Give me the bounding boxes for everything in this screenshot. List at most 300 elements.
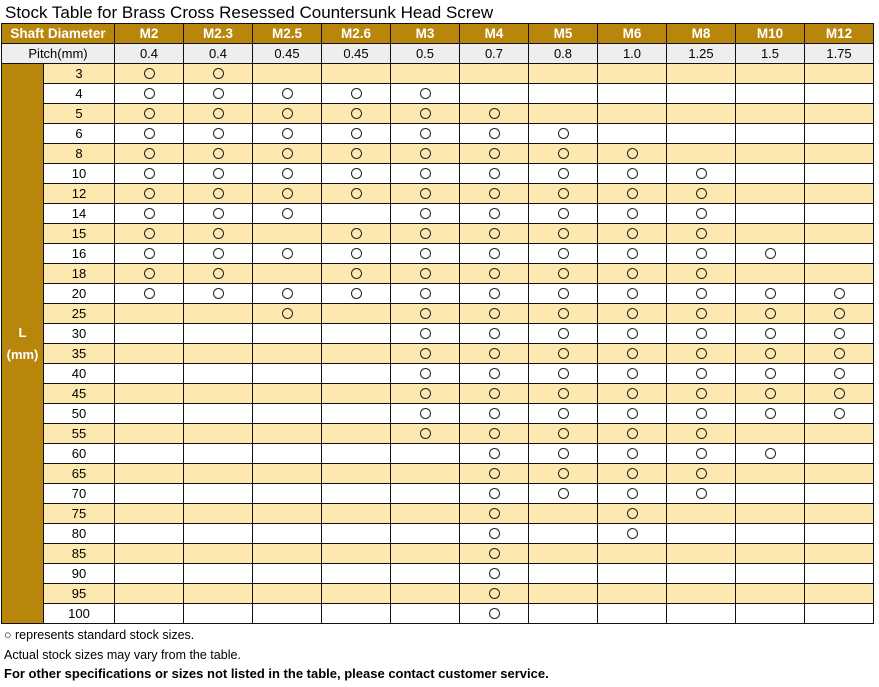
stock-circle-icon <box>834 328 845 339</box>
stock-cell <box>460 424 529 444</box>
stock-circle-icon <box>144 108 155 119</box>
stock-cell <box>529 384 598 404</box>
pitch-value: 0.4 <box>184 44 253 64</box>
stock-cell <box>529 124 598 144</box>
stock-circle-icon <box>351 148 362 159</box>
stock-cell <box>667 344 736 364</box>
stock-cell <box>460 324 529 344</box>
stock-circle-icon <box>627 388 638 399</box>
stock-cell <box>184 184 253 204</box>
stock-cell <box>184 304 253 324</box>
diameter-header: M2 <box>115 24 184 44</box>
stock-cell <box>253 244 322 264</box>
stock-cell <box>667 524 736 544</box>
stock-cell <box>115 524 184 544</box>
stock-cell <box>598 384 667 404</box>
stock-cell <box>391 404 460 424</box>
stock-cell <box>253 484 322 504</box>
stock-cell <box>598 544 667 564</box>
stock-cell <box>736 584 805 604</box>
stock-cell <box>460 364 529 384</box>
stock-cell <box>805 384 874 404</box>
stock-cell <box>805 124 874 144</box>
stock-cell <box>805 504 874 524</box>
stock-cell <box>667 304 736 324</box>
stock-circle-icon <box>351 248 362 259</box>
stock-cell <box>184 404 253 424</box>
stock-circle-icon <box>351 188 362 199</box>
stock-cell <box>322 204 391 224</box>
stock-circle-icon <box>420 88 431 99</box>
stock-cell <box>667 484 736 504</box>
stock-cell <box>667 384 736 404</box>
stock-cell <box>115 284 184 304</box>
stock-cell <box>736 604 805 624</box>
stock-cell <box>460 524 529 544</box>
stock-cell <box>598 564 667 584</box>
stock-cell <box>529 344 598 364</box>
stock-cell <box>598 304 667 324</box>
stock-circle-icon <box>144 268 155 279</box>
pitch-row <box>2 44 874 64</box>
stock-cell <box>805 604 874 624</box>
stock-cell <box>736 164 805 184</box>
stock-cell <box>391 464 460 484</box>
stock-cell <box>253 544 322 564</box>
stock-cell <box>184 164 253 184</box>
stock-cell <box>253 384 322 404</box>
stock-cell <box>184 204 253 224</box>
stock-cell <box>115 304 184 324</box>
stock-cell <box>460 144 529 164</box>
length-value: 85 <box>44 544 115 564</box>
stock-circle-icon <box>144 288 155 299</box>
length-value: 30 <box>44 324 115 344</box>
stock-cell <box>598 404 667 424</box>
stock-cell <box>598 64 667 84</box>
stock-cell <box>391 164 460 184</box>
stock-circle-icon <box>834 288 845 299</box>
stock-circle-icon <box>765 408 776 419</box>
stock-cell <box>115 104 184 124</box>
stock-circle-icon <box>213 68 224 79</box>
stock-cell <box>667 504 736 524</box>
stock-cell <box>460 184 529 204</box>
diameter-header: M12 <box>805 24 874 44</box>
stock-cell <box>322 564 391 584</box>
stock-circle-icon <box>489 548 500 559</box>
stock-cell <box>253 264 322 284</box>
stock-cell <box>391 444 460 464</box>
stock-cell <box>115 184 184 204</box>
stock-table <box>1 23 874 624</box>
table-row <box>2 444 874 464</box>
stock-cell <box>253 64 322 84</box>
pitch-value: 0.5 <box>391 44 460 64</box>
stock-cell <box>460 244 529 264</box>
stock-cell <box>184 384 253 404</box>
stock-cell <box>667 104 736 124</box>
stock-cell <box>115 424 184 444</box>
stock-cell <box>460 344 529 364</box>
stock-circle-icon <box>420 388 431 399</box>
stock-cell <box>184 64 253 84</box>
table-row <box>2 364 874 384</box>
stock-circle-icon <box>489 248 500 259</box>
stock-cell <box>322 584 391 604</box>
length-value: 45 <box>44 384 115 404</box>
shaft-diameter-label: Shaft Diameter <box>2 24 115 44</box>
stock-cell <box>184 284 253 304</box>
length-value: 12 <box>44 184 115 204</box>
stock-cell <box>736 344 805 364</box>
stock-circle-icon <box>834 308 845 319</box>
stock-circle-icon <box>558 288 569 299</box>
diameter-header: M3 <box>391 24 460 44</box>
stock-cell <box>253 184 322 204</box>
stock-cell <box>460 544 529 564</box>
stock-cell <box>529 224 598 244</box>
stock-circle-icon <box>489 508 500 519</box>
stock-cell <box>391 64 460 84</box>
stock-cell <box>529 404 598 424</box>
stock-circle-icon <box>627 148 638 159</box>
stock-cell <box>115 124 184 144</box>
stock-circle-icon <box>627 188 638 199</box>
table-row <box>2 584 874 604</box>
stock-cell <box>253 504 322 524</box>
stock-cell <box>253 304 322 324</box>
stock-cell <box>736 224 805 244</box>
stock-cell <box>598 264 667 284</box>
stock-cell <box>391 84 460 104</box>
stock-cell <box>805 364 874 384</box>
stock-cell <box>391 204 460 224</box>
stock-cell <box>322 484 391 504</box>
stock-cell <box>598 204 667 224</box>
stock-circle-icon <box>627 168 638 179</box>
stock-cell <box>184 364 253 384</box>
stock-cell <box>529 84 598 104</box>
stock-cell <box>736 284 805 304</box>
stock-cell <box>184 564 253 584</box>
length-label: L <box>18 324 27 340</box>
stock-circle-icon <box>765 328 776 339</box>
diameter-header: M4 <box>460 24 529 44</box>
stock-cell <box>805 164 874 184</box>
stock-cell <box>460 284 529 304</box>
stock-circle-icon <box>765 448 776 459</box>
stock-cell <box>667 444 736 464</box>
stock-circle-icon <box>489 168 500 179</box>
stock-cell <box>253 124 322 144</box>
stock-cell <box>460 224 529 244</box>
stock-cell <box>805 84 874 104</box>
stock-circle-icon <box>420 108 431 119</box>
stock-cell <box>115 404 184 424</box>
stock-cell <box>115 464 184 484</box>
stock-circle-icon <box>627 508 638 519</box>
stock-cell <box>322 244 391 264</box>
stock-cell <box>805 104 874 124</box>
stock-circle-icon <box>696 168 707 179</box>
stock-circle-icon <box>627 208 638 219</box>
stock-cell <box>667 224 736 244</box>
stock-cell <box>598 124 667 144</box>
stock-circle-icon <box>420 148 431 159</box>
pitch-value: 0.7 <box>460 44 529 64</box>
stock-circle-icon <box>144 248 155 259</box>
stock-cell <box>253 564 322 584</box>
stock-circle-icon <box>696 328 707 339</box>
stock-cell <box>115 504 184 524</box>
stock-cell <box>322 444 391 464</box>
stock-cell <box>115 364 184 384</box>
stock-circle-icon <box>282 308 293 319</box>
stock-circle-icon <box>489 448 500 459</box>
stock-cell <box>529 284 598 304</box>
stock-circle-icon <box>489 588 500 599</box>
stock-circle-icon <box>282 208 293 219</box>
stock-circle-icon <box>627 448 638 459</box>
stock-cell <box>529 184 598 204</box>
table-row <box>2 284 874 304</box>
stock-circle-icon <box>213 288 224 299</box>
stock-cell <box>253 324 322 344</box>
length-value: 15 <box>44 224 115 244</box>
stock-cell <box>598 504 667 524</box>
stock-circle-icon <box>489 468 500 479</box>
stock-circle-icon <box>489 528 500 539</box>
stock-cell <box>667 564 736 584</box>
stock-cell <box>736 524 805 544</box>
stock-circle-icon <box>420 268 431 279</box>
stock-cell <box>391 384 460 404</box>
length-axis-label <box>2 64 44 624</box>
stock-cell <box>529 324 598 344</box>
stock-circle-icon <box>213 88 224 99</box>
stock-cell <box>391 284 460 304</box>
disclaimer-note: Actual stock sizes may vary from the table. <box>4 648 241 662</box>
table-row <box>2 164 874 184</box>
stock-cell <box>529 204 598 224</box>
length-value: 4 <box>44 84 115 104</box>
stock-cell <box>460 604 529 624</box>
stock-cell <box>529 304 598 324</box>
stock-cell <box>598 604 667 624</box>
stock-cell <box>736 544 805 564</box>
stock-circle-icon <box>558 168 569 179</box>
stock-cell <box>529 464 598 484</box>
stock-circle-icon <box>420 128 431 139</box>
stock-cell <box>322 604 391 624</box>
stock-circle-icon <box>558 248 569 259</box>
stock-cell <box>529 504 598 524</box>
stock-cell <box>736 444 805 464</box>
stock-cell <box>667 584 736 604</box>
table-row <box>2 64 874 84</box>
pitch-value: 0.45 <box>322 44 391 64</box>
length-value: 25 <box>44 304 115 324</box>
stock-circle-icon <box>558 128 569 139</box>
pitch-value: 0.45 <box>253 44 322 64</box>
stock-cell <box>805 204 874 224</box>
stock-circle-icon <box>765 248 776 259</box>
stock-circle-icon <box>558 348 569 359</box>
stock-circle-icon <box>489 328 500 339</box>
stock-cell <box>184 584 253 604</box>
stock-cell <box>529 104 598 124</box>
stock-circle-icon <box>144 88 155 99</box>
stock-cell <box>322 364 391 384</box>
diameter-header: M8 <box>667 24 736 44</box>
stock-cell <box>184 464 253 484</box>
stock-circle-icon <box>696 408 707 419</box>
stock-cell <box>115 204 184 224</box>
stock-cell <box>736 384 805 404</box>
stock-circle-icon <box>282 248 293 259</box>
stock-cell <box>322 224 391 244</box>
stock-cell <box>391 504 460 524</box>
length-value: 5 <box>44 104 115 124</box>
stock-circle-icon <box>144 148 155 159</box>
stock-cell <box>115 444 184 464</box>
diameter-header: M10 <box>736 24 805 44</box>
stock-cell <box>253 464 322 484</box>
stock-circle-icon <box>420 208 431 219</box>
stock-circle-icon <box>696 348 707 359</box>
table-row <box>2 384 874 404</box>
stock-cell <box>598 144 667 164</box>
stock-cell <box>667 264 736 284</box>
stock-cell <box>460 304 529 324</box>
stock-cell <box>391 184 460 204</box>
stock-circle-icon <box>696 228 707 239</box>
stock-circle-icon <box>420 408 431 419</box>
stock-cell <box>460 84 529 104</box>
stock-cell <box>253 444 322 464</box>
stock-circle-icon <box>558 428 569 439</box>
stock-circle-icon <box>213 168 224 179</box>
stock-circle-icon <box>351 88 362 99</box>
stock-cell <box>391 364 460 384</box>
stock-cell <box>391 344 460 364</box>
stock-circle-icon <box>558 488 569 499</box>
length-value: 10 <box>44 164 115 184</box>
stock-cell <box>598 444 667 464</box>
stock-cell <box>736 244 805 264</box>
stock-circle-icon <box>696 448 707 459</box>
stock-cell <box>322 84 391 104</box>
stock-circle-icon <box>282 288 293 299</box>
diameter-header: M5 <box>529 24 598 44</box>
stock-circle-icon <box>765 368 776 379</box>
table-row <box>2 184 874 204</box>
stock-circle-icon <box>765 308 776 319</box>
stock-cell <box>391 124 460 144</box>
stock-cell <box>667 164 736 184</box>
stock-cell <box>460 484 529 504</box>
stock-cell <box>667 244 736 264</box>
stock-cell <box>736 64 805 84</box>
stock-cell <box>805 584 874 604</box>
stock-circle-icon <box>489 228 500 239</box>
table-row <box>2 124 874 144</box>
length-value: 35 <box>44 344 115 364</box>
stock-cell <box>115 544 184 564</box>
stock-circle-icon <box>558 368 569 379</box>
stock-circle-icon <box>834 388 845 399</box>
stock-cell <box>253 144 322 164</box>
length-value: 100 <box>44 604 115 624</box>
length-value: 95 <box>44 584 115 604</box>
table-row <box>2 264 874 284</box>
stock-cell <box>460 564 529 584</box>
stock-cell <box>391 604 460 624</box>
stock-circle-icon <box>558 308 569 319</box>
stock-cell <box>805 444 874 464</box>
stock-circle-icon <box>765 388 776 399</box>
stock-circle-icon <box>696 268 707 279</box>
stock-circle-icon <box>420 328 431 339</box>
stock-circle-icon <box>627 408 638 419</box>
stock-cell <box>805 244 874 264</box>
stock-cell <box>529 524 598 544</box>
stock-circle-icon <box>558 208 569 219</box>
stock-cell <box>253 164 322 184</box>
stock-cell <box>805 424 874 444</box>
stock-circle-icon <box>282 88 293 99</box>
stock-cell <box>736 204 805 224</box>
stock-cell <box>115 604 184 624</box>
stock-cell <box>253 424 322 444</box>
stock-cell <box>322 124 391 144</box>
table-row <box>2 104 874 124</box>
table-row <box>2 504 874 524</box>
stock-circle-icon <box>696 188 707 199</box>
stock-cell <box>115 344 184 364</box>
stock-cell <box>667 464 736 484</box>
stock-circle-icon <box>558 448 569 459</box>
stock-circle-icon <box>489 568 500 579</box>
stock-cell <box>322 64 391 84</box>
stock-cell <box>391 264 460 284</box>
stock-cell <box>529 584 598 604</box>
stock-circle-icon <box>420 228 431 239</box>
stock-circle-icon <box>489 368 500 379</box>
stock-circle-icon <box>351 288 362 299</box>
stock-circle-icon <box>489 488 500 499</box>
stock-circle-icon <box>489 348 500 359</box>
stock-cell <box>529 604 598 624</box>
stock-cell <box>184 604 253 624</box>
stock-circle-icon <box>420 248 431 259</box>
length-value: 50 <box>44 404 115 424</box>
table-row <box>2 144 874 164</box>
page-title: Stock Table for Brass Cross Resessed Countersunk Head Screw <box>5 3 494 22</box>
stock-cell <box>805 224 874 244</box>
stock-cell <box>736 124 805 144</box>
diameter-header: M6 <box>598 24 667 44</box>
stock-cell <box>805 484 874 504</box>
stock-circle-icon <box>351 228 362 239</box>
stock-cell <box>598 224 667 244</box>
stock-cell <box>598 84 667 104</box>
stock-cell <box>667 324 736 344</box>
stock-cell <box>391 304 460 324</box>
stock-circle-icon <box>420 308 431 319</box>
stock-circle-icon <box>627 328 638 339</box>
